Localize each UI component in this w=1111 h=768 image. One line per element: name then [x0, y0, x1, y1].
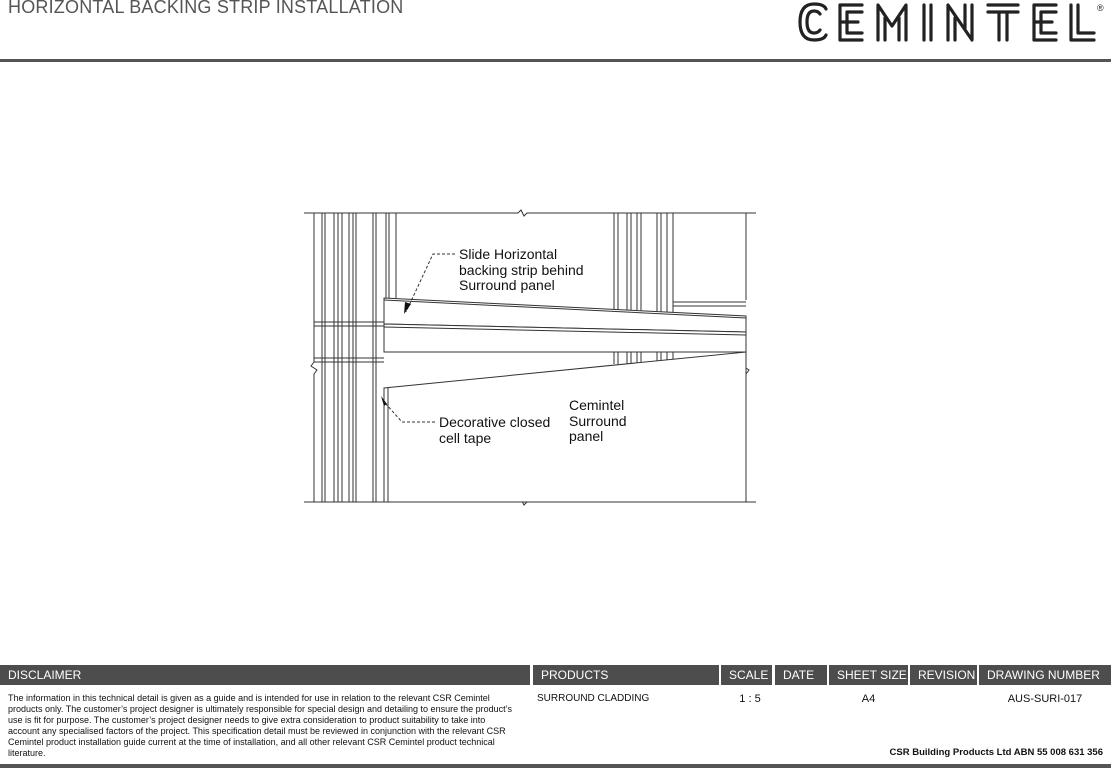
top-break-line — [304, 210, 756, 216]
scale-header: SCALE — [721, 665, 772, 685]
callout-surround-panel: Cemintel Surround panel — [569, 397, 627, 444]
registered-mark: ® — [1097, 3, 1104, 13]
products-header: PRODUCTS — [533, 665, 719, 685]
drawing-number-header: DRAWING NUMBER — [979, 665, 1111, 685]
revision-header: REVISION — [910, 665, 977, 685]
disclaimer-header: DISCLAIMER — [0, 665, 530, 685]
header-divider — [0, 59, 1111, 62]
drawing-title: HORIZONTAL BACKING STRIP INSTALLATION — [8, 0, 404, 17]
cemintel-logo — [796, 0, 1106, 46]
drawing-number-value: AUS-SURI-017 — [1007, 693, 1083, 705]
footer-divider — [0, 764, 1111, 768]
products-value: SURROUND CLADDING — [537, 693, 650, 704]
disclaimer-text: The information in this technical detail is given as a guide and is intended for use in relation to the relevant CSR Cemintel products only. The customer’s project designer is ultimately responsible for special design and detailing to ensure the product’s use is fit for purpose. The customer’s project designer needs to give extra consideration to product suitability to take into account any specialised factors of the project. This specification detail must be reviewed in conjunction with the relevant CSR Cemintel product installation guide current at the time of installation, and all other relevant CSR Cemintel product technical literature. — [8, 693, 512, 758]
callout-tape: Decorative closed cell tape — [439, 414, 551, 446]
scale-value: 1 : 5 — [739, 693, 761, 705]
company-abn: CSR Building Products Ltd ABN 55 008 631 356 — [889, 747, 1103, 758]
date-header: DATE — [775, 665, 827, 685]
sheet-size-value: A4 — [861, 693, 876, 705]
callout-backing-strip: Slide Horizontal backing strip behind Surround panel — [459, 246, 584, 293]
sheet-size-header: SHEET SIZE — [829, 665, 908, 685]
